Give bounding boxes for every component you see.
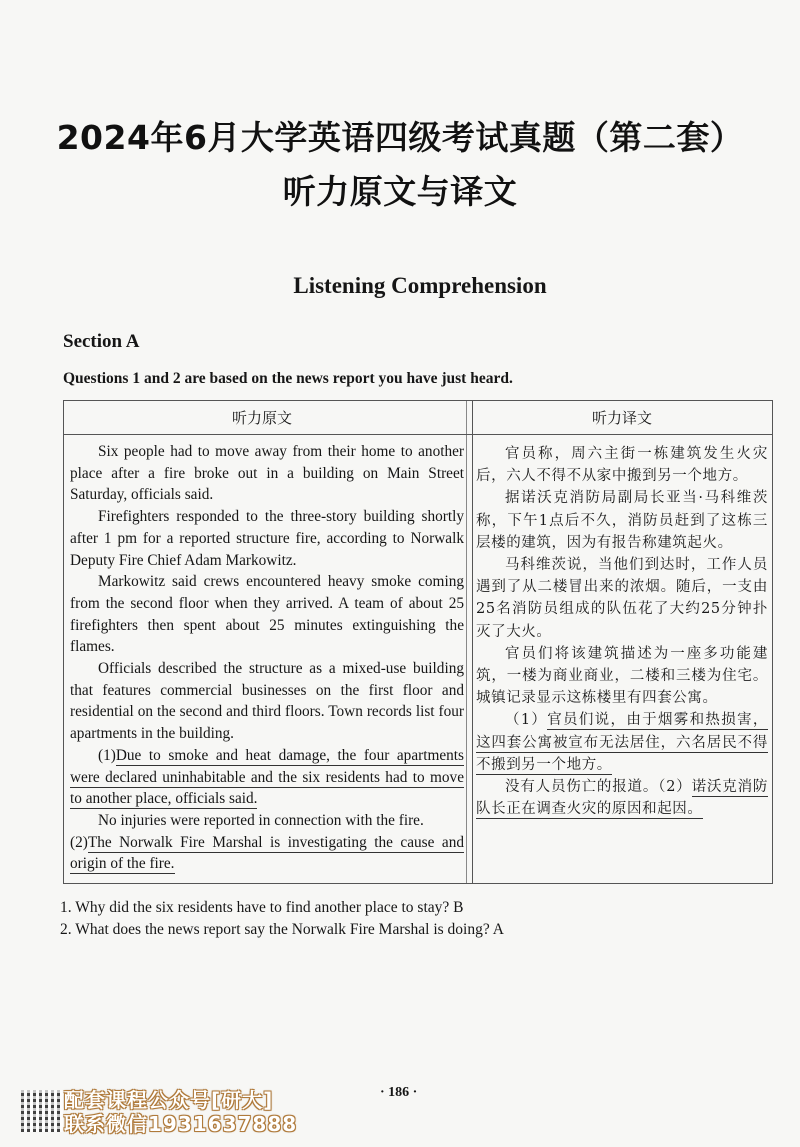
transcript-paragraph: Markowitz said crews encountered heavy smoke coming from the second floor when they arrived. A team of about 25 firefighters then spent about 25 minutes extinguishing the flames.	[70, 573, 464, 656]
document-subtitle: 听力原文与译文	[282, 172, 518, 211]
underlined-translation-1: 官员们说，由于烟雾和热损害，这四套公寓被宣布无法居住，六名居民不得不搬到另一个地方。	[476, 712, 768, 773]
answer-list	[60, 897, 504, 941]
question-intro: Questions 1 and 2 are based on the news report you have just heard.	[63, 370, 513, 387]
transcript-paragraph: Six people had to move away from their home to another place after a fire broke out in a building on Main Street Saturday, officials said.	[70, 443, 464, 504]
answer-item: 1. Why did the six residents have to find another place to stay? B	[60, 899, 464, 916]
header-divider	[64, 434, 772, 435]
translation-text: 没有人员伤亡的报道。（2）	[505, 779, 692, 796]
answer-marker: (1)	[98, 746, 116, 764]
header-original: 听力原文	[232, 409, 293, 427]
underlined-translation-2: 诺沃克消防队长正在调查火灾的原因和起因。	[476, 779, 768, 818]
answer-marker: (2)	[70, 833, 88, 851]
translation-paragraph: 马科维茨说，当他们到达时，工作人员遇到了从二楼冒出来的浓烟。随后，一支由25名消防员组成的队伍花了大约25分钟扑灭了大火。	[476, 557, 768, 640]
translation-paragraph: 官员们将该建筑描述为一座多功能建筑，一楼为商业商业，二楼和三楼为住宅。城镇记录显示这栋楼里有四套公寓。	[476, 645, 768, 707]
answer-item: 2. What does the news report say the Norwalk Fire Marshal is doing? A	[60, 921, 504, 938]
answer-marker: （1）	[505, 712, 548, 729]
transcript-paragraph: No injuries were reported in connection with the fire.	[98, 811, 424, 829]
column-divider	[472, 401, 473, 883]
qr-code-icon	[21, 1090, 63, 1132]
translation-paragraph-answer-1	[476, 709, 768, 776]
header-translation: 听力译文	[592, 409, 653, 427]
transcript-paragraph: Officials described the structure as a mixed-use building that features commercial businesses on the first floor and residential on the second and third floors. Town records list four apartments in the building.	[70, 660, 464, 743]
page-number: · 186 ·	[380, 1085, 418, 1100]
column-divider-inner	[466, 401, 467, 883]
english-transcript	[70, 441, 464, 875]
translation-paragraph: 据诺沃克消防局副局长亚当·马科维茨称，下午1点后不久，消防员赶到了这栋三层楼的建筑，因为有报告称建筑起火。	[476, 490, 768, 551]
watermark-line-1: 配套课程公众号[研大]	[64, 1088, 274, 1112]
underlined-answer-1: Due to smoke and heat damage, the four apartments were declared uninhabitable and the six residents had to move to another place, officials said.	[70, 746, 464, 808]
transcript-paragraph-answer-2	[70, 832, 464, 875]
section-heading: Section A	[63, 331, 140, 352]
transcript-table	[63, 400, 773, 884]
part-heading: Listening Comprehension	[293, 273, 547, 298]
translation-paragraph: 官员称，周六主街一栋建筑发生火灾后，六人不得不从家中搬到另一个地方。	[476, 446, 768, 485]
underlined-answer-2: The Norwalk Fire Marshal is investigating the cause and origin of the fire.	[70, 833, 464, 873]
translation-paragraph-answer-2	[476, 776, 768, 820]
transcript-paragraph-answer-1	[70, 745, 464, 810]
document-title: 2024年6月大学英语四级考试真题（第二套）	[56, 118, 744, 157]
watermark-line-2: 联系微信1931637888	[64, 1112, 298, 1136]
chinese-translation	[476, 443, 768, 820]
transcript-paragraph: Firefighters responded to the three-story building shortly after 1 pm for a reported structure fire, according to Norwalk Deputy Fire Chief Adam Markowitz.	[70, 508, 464, 569]
